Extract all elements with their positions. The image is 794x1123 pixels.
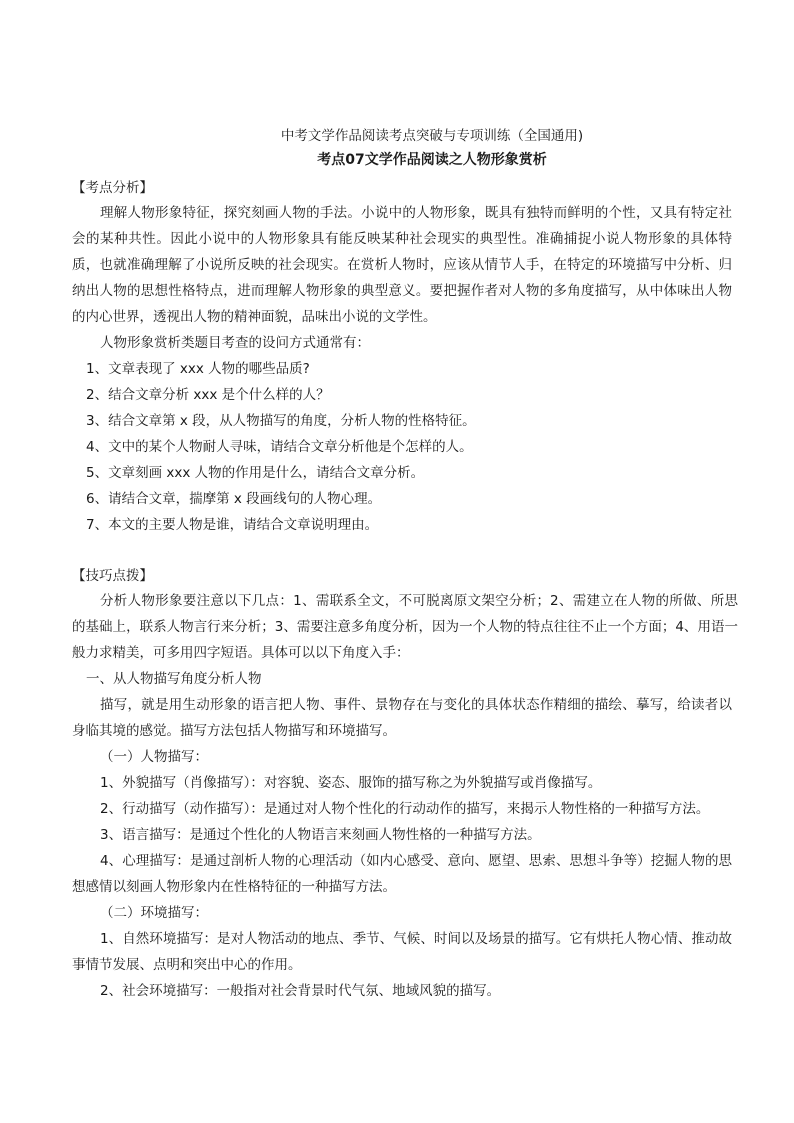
part1-description: 描写，就是用生动形象的语言把人物、事件、景物存在与变化的具体状态作精细的描绘、摹写，给读者以身临其境的感觉。描写方法包括人物描写和环境描写。 bbox=[72, 697, 732, 739]
character-description-item: 3、语言描写：是通过个性化的人物语言来刻画人物性格的一种描写方法。 bbox=[100, 827, 541, 843]
document-subtitle: 考点07文学作品阅读之人物形象赏析 bbox=[317, 152, 547, 168]
question-item: 5、文章刻画 xxx 人物的作用是什么，请结合文章分析。 bbox=[86, 465, 425, 481]
character-description-item: 2、行动描写（动作描写）：是通过对人物个性化的行动动作的描写，来揭示人物性格的一种描写方法。 bbox=[100, 801, 710, 817]
spacer bbox=[72, 538, 732, 564]
question-item: 7、本文的主要人物是谁，请结合文章说明理由。 bbox=[86, 517, 379, 533]
character-description-item: 4、心理描写：是通过剖析人物的心理活动（如内心感受、意向、愿望、思索、思想斗争等）挖掘人物的思想感情以刻画人物形象内在性格特征的一种描写方法。 bbox=[72, 853, 732, 895]
analysis-paragraph: 理解人物形象特征，探究刻画人物的手法。小说中的人物形象，既具有独特而鲜明的个性，又具有特定社会的某种共性。因此小说中的人物形象具有能反映某种社会现实的典型性。准确捕捉小说人物形象的具体特质，也就准确理解了小说所反映的社会现实。在赏析人物时，应该从情节人手，在特定的环境描写中分析、归纳出人物的思想性格特点，进而理解人物形象的典型意义。要把握作者对人物的多角度描写，从中体味出人物的内心世界，透视出人物的精神面貌，品味出小说的文学性。 bbox=[72, 205, 732, 325]
question-item: 4、文中的某个人物耐人寻味，请结合文章分析他是个怎样的人。 bbox=[86, 439, 473, 455]
question-item: 2、结合文章分析 xxx 是个什么样的人？ bbox=[86, 387, 330, 403]
character-description-heading: （一）人物描写： bbox=[100, 749, 208, 765]
question-item: 3、结合文章第 x 段，从人物描写的角度，分析人物的性格特征。 bbox=[86, 413, 476, 429]
question-item: 6、请结合文章，揣摩第 x 段画线句的人物心理。 bbox=[86, 491, 382, 507]
question-item: 1、文章表现了 xxx 人物的哪些品质? bbox=[86, 361, 310, 377]
document-title: 中考文学作品阅读考点突破与专项训练（全国通用) bbox=[280, 128, 584, 144]
environment-description-item: 2、社会环境描写：一般指对社会背景时代气氛、地域风貌的描写。 bbox=[100, 983, 501, 999]
character-description-item: 1、外貌描写（肖像描写）：对容貌、姿态、服饰的描写称之为外貌描写或肖像描写。 bbox=[100, 775, 602, 791]
section-heading-tips: 【技巧点拨】 bbox=[72, 568, 153, 584]
environment-description-item: 1、自然环境描写：是对人物活动的地点、季节、气候、时间以及场景的描写。它有烘托人物心情、推动故事情节发展、点明和突出中心的作用。 bbox=[72, 931, 732, 973]
question-intro: 人物形象赏析类题目考查的设问方式通常有： bbox=[100, 335, 370, 351]
document-page bbox=[72, 124, 738, 1004]
environment-description-heading: （二）环境描写： bbox=[100, 905, 208, 921]
section-heading-analysis: 【考点分析】 bbox=[72, 180, 153, 196]
part1-heading: 一、从人物描写角度分析人物 bbox=[86, 671, 262, 687]
tips-paragraph: 分析人物形象要注意以下几点：1、需联系全文，不可脱离原文架空分析；2、需建立在人物的所做、所思的基础上，联系人物言行来分析；3、需要注意多角度分析，因为一个人物的特点往往不止一个方面；4、用语一般力求精美，可多用四字短语。具体可以以下角度入手： bbox=[72, 593, 738, 661]
